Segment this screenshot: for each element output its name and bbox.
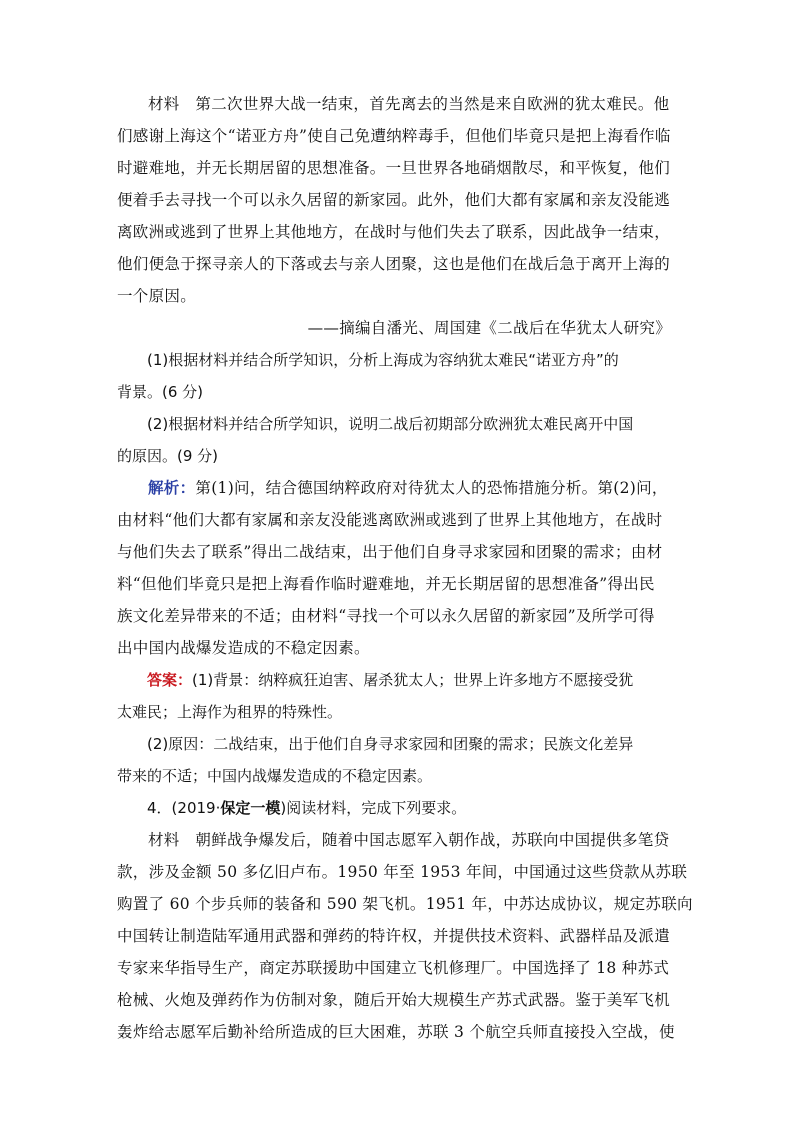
- answer-1-line-2: 太难民；上海作为租界的特殊性。: [117, 703, 343, 721]
- material-1-line-1: 第二次世界大战一结束，首先离去的当然是来自欧洲的犹太难民。他: [195, 95, 670, 113]
- answer-block: [117, 664, 679, 792]
- material-1-block: [117, 88, 679, 344]
- material-2-line-6: 枪械、火炮及弹药作为仿制对象，随后开始大规模生产苏式武器。鉴于美军飞机: [117, 991, 671, 1009]
- material-2-line-7: 轰炸给志愿军后勤补给所造成的巨大困难，苏联 3 个航空兵师直接投入空战，使: [117, 1023, 675, 1041]
- material-1-source: ——摘编自潘光、周国建《二战后在华犹太人研究》: [307, 319, 671, 337]
- material-1-label: 材料: [148, 95, 180, 113]
- material-1-paragraph: [117, 88, 679, 120]
- analysis-line-5: 族文化差异带来的不适；由材料“寻找一个可以永久居留的新家园”及所学可得: [117, 607, 655, 625]
- answer-2-line-2: 带来的不适；中国内战爆发造成的不稳定因素。: [117, 767, 433, 785]
- question-4-heading: [117, 792, 679, 824]
- questions-block: [117, 344, 679, 472]
- material-2-label: 材料: [148, 831, 180, 849]
- material-1-line-3: 时避难地，并无长期居留的思想准备。一旦世界各地硝烟散尽，和平恢复，他们: [117, 159, 671, 177]
- question-4-prefix: 4．(2019·: [147, 799, 221, 817]
- analysis-line-3: 与他们失去了联系”得出二战结束，出于他们自身寻求家园和团聚的需求；由材: [117, 543, 663, 561]
- material-2-line-2: 款，涉及金额 50 多亿旧卢布。1950 年至 1953 年间，中国通过这些贷款从苏联: [117, 863, 688, 881]
- material-2-line-5: 专家来华指导生产，商定苏联援助中国建立飞机修理厂。中国选择了 18 种苏式: [117, 959, 670, 977]
- material-2-line-4: 中国转让制造陆军通用武器和弹药的特许权，并提供技术资料、武器样品及派遣: [117, 927, 671, 945]
- document-page: [117, 88, 693, 1048]
- answer-label: 答案：: [147, 671, 193, 689]
- material-1-line-6: 他们便急于探寻亲人的下落或去与亲人团聚，这也是他们在战后急于离开上海的: [117, 255, 671, 273]
- answer-2-line-1: (2)原因：二战结束，出于他们自身寻求家园和团聚的需求；民族文化差异: [147, 735, 634, 753]
- analysis-block: [117, 472, 679, 664]
- question-2-line-1: (2)根据材料并结合所学知识，说明二战后初期部分欧洲犹太难民离开中国: [147, 415, 634, 433]
- material-1-line-7: 一个原因。: [117, 287, 197, 305]
- analysis-line-1: 第(1)问，结合德国纳粹政府对待犹太人的恐怖措施分析。第(2)问，: [195, 479, 668, 497]
- material-1-line-4: 便着手去寻找一个可以永久居留的新家园。此外，他们大都有家属和亲友没能逃: [117, 191, 671, 209]
- question-1-line-1: (1)根据材料并结合所学知识，分析上海成为容纳犹太难民“诺亚方舟”的: [147, 351, 619, 369]
- answer-1-line-1: (1)背景：纳粹疯狂迫害、屠杀犹太人；世界上许多地方不愿接受犹: [192, 671, 634, 689]
- question-2-line-2: 的原因。(9 分): [117, 447, 219, 465]
- question-4-suffix: )阅读材料，完成下列要求。: [280, 799, 467, 817]
- material-2-line-3: 购置了 60 个步兵师的装备和 590 架飞机。1951 年，中苏达成协议，规定苏联向: [117, 895, 693, 913]
- question-4-source-bold: 保定一模: [220, 799, 281, 817]
- analysis-line-6: 出中国内战爆发造成的不稳定因素。: [117, 639, 370, 657]
- analysis-line-2: 由材料“他们大都有家属和亲友没能逃离欧洲或逃到了世界上其他地方，在战时: [117, 511, 663, 529]
- question-4-block: [117, 792, 679, 824]
- material-1-line-5: 离欧洲或逃到了世界上其他地方，在战时与他们失去了联系，因此战争一结束，: [117, 223, 671, 241]
- analysis-line-4: 料“但他们毕竟只是把上海看作临时避难地，并无长期居留的思想准备”得出民: [117, 575, 655, 593]
- material-2-block: [117, 824, 693, 1048]
- material-1-line-2: 们感谢上海这个“诺亚方舟”使自己免遭纳粹毒手，但他们毕竟只是把上海看作临: [117, 127, 671, 145]
- analysis-label: 解析：: [148, 478, 196, 497]
- question-1-line-2: 背景。(6 分): [117, 383, 204, 401]
- material-2-line-1: 朝鲜战争爆发后，随着中国志愿军入朝作战，苏联向中国提供多笔贷: [195, 831, 670, 849]
